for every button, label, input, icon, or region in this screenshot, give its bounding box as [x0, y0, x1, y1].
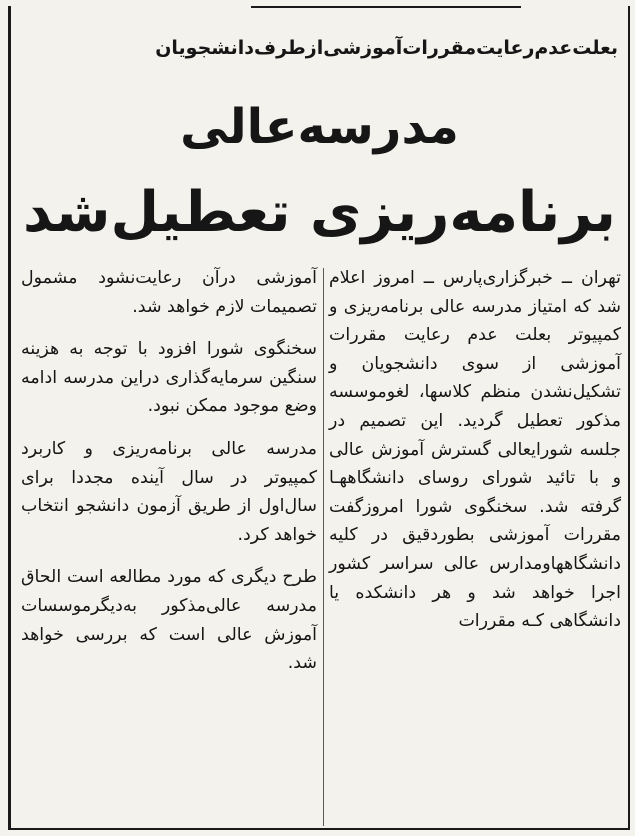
main-headline-line-1: مدرسه‌عالی	[180, 99, 459, 155]
kicker-headline: بعلت‌عدم‌رعایت‌مقررات‌آموزشی‌ازطرف‌دانشجویان	[155, 37, 618, 59]
main-headline-line-2: برنامه‌ریزی تعطیل‌شد	[23, 180, 616, 245]
paragraph: آموزشی درآن رعایت‌نشود مشمول تصمیمات لازم خواهد شد.	[21, 268, 317, 317]
article-column-left	[21, 264, 317, 692]
paragraph: سخنگوی شورا افزود با توجه به هزینه سنگین سرمایه‌گذاری دراین مدرسه ادامه وضع موجود ممکن نبود.	[21, 339, 317, 417]
newspaper-clipping	[8, 6, 630, 830]
paragraph: تهران ــ خبرگزاری‌پارس ــ امروز اعلام شد که امتیاز مدرسه عالی برنامه‌ریزی و کمپیوتر بعلت عدم رعایت مقررات آموزشی از سوی دانشجویان و تشکیل‌نشدن منظم کلاسها، لغوموسسه مذکور تعطیل گردید. این تصمیم در جلسه شورایعالی گسترش آموزش عالی و با تائید شورای روسای دانشگاههـا گرفته شد. سخنگوی شورا امروزگفت مقررات آموزشی بطوردقیق در کلیه دانشگاهها‌ومدارس عالی سراسر کشور اجرا خواهد شد و هر دانشکده یا دانشگاهی کـه مقررات	[329, 268, 621, 632]
article-column-right	[329, 264, 621, 636]
top-rule	[251, 6, 521, 8]
paragraph: مدرسه عالی برنامه‌ریزی و کاربرد کمپیوتر در سال آینده مجددا برای سال‌اول از طریق آزمون دانشجو انتخاب خواهد کرد.	[21, 438, 317, 545]
paragraph: طرح دیگری که مورد مطالعه است الحاق مدرسه عالی‌مذکور به‌دیگرموسسات آموزش عالی است که بررسی خواهد شد.	[21, 567, 317, 674]
column-divider	[323, 268, 324, 826]
